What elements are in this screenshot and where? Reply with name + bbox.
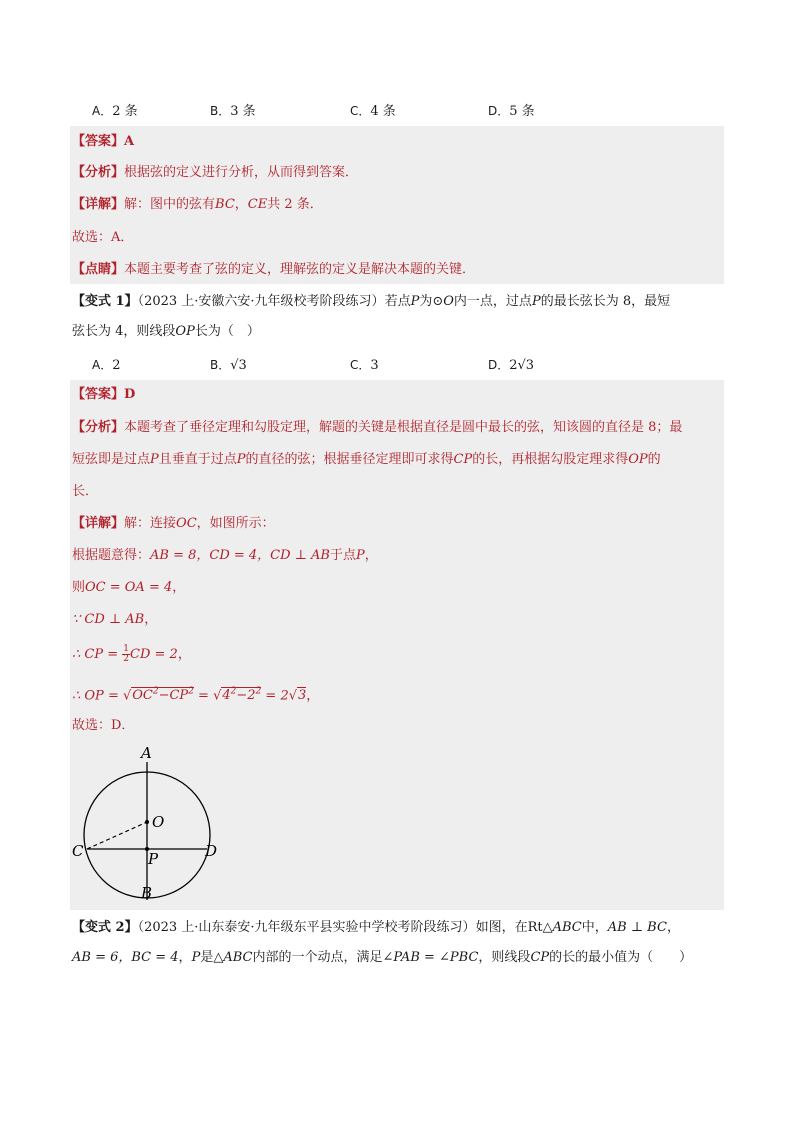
analysis-text: 的 [647, 452, 661, 467]
option-label: D． [488, 358, 510, 372]
label-p: P [148, 850, 159, 868]
math-p: P [410, 294, 420, 309]
question-text: ， [178, 950, 192, 965]
option-label: C． [350, 104, 371, 118]
analysis-text: 且垂直于过点 [158, 452, 237, 467]
math-p: P [356, 548, 365, 563]
option-c [350, 101, 396, 122]
math-triangle: △ABC [542, 920, 582, 935]
option-a [92, 101, 138, 122]
math-op: OP [628, 452, 648, 467]
number: 4 [222, 688, 231, 704]
detail-tag: 【详解】 [72, 197, 125, 212]
option-value: 3 条 [230, 104, 256, 119]
analysis-line-q0 [72, 163, 358, 183]
option-value: 4 条 [370, 104, 396, 119]
question-text: 弦长为 4，则线段 [72, 324, 176, 339]
question-text: 内一点，过点 [453, 294, 532, 309]
math-o: O [443, 294, 454, 309]
step-math: CD = 2 [130, 647, 178, 662]
answer-value: A [124, 134, 135, 149]
math-oc: OC [176, 516, 197, 531]
answer-tag: 【答案】 [72, 134, 125, 149]
option-value: 2 条 [112, 104, 138, 119]
variant2-question-line1 [72, 918, 680, 938]
step-2 [72, 578, 185, 598]
label-d: D [205, 842, 218, 860]
detail-text: 共 2 条． [267, 197, 323, 212]
analysis-line2-v1 [72, 450, 661, 470]
math-triangle: △ABC [213, 950, 253, 965]
step-text: 于点 [330, 548, 357, 563]
point-o [145, 820, 149, 824]
question-text: 内部的一个动点，满足 [252, 950, 383, 965]
detail-line-q0 [72, 195, 323, 215]
step-math: = √ [193, 688, 222, 704]
math-cp: CP [453, 452, 473, 467]
choose-line-v1: 故选：D． [72, 718, 135, 733]
variant2-tag: 【变式 2】 [72, 920, 138, 935]
circle-symbol: ⊙ [432, 294, 444, 309]
fraction-half [122, 645, 130, 664]
option-value: √3 [230, 358, 247, 373]
detail-text: 解：连接 [124, 516, 177, 531]
option-label: A． [92, 358, 113, 372]
analysis-text: 短弦即是过点 [72, 452, 151, 467]
option-value: 5 条 [509, 104, 535, 119]
variant1-source: （2023 上·安徽六安·九年级校考阶段练习） [137, 294, 385, 309]
step-text: ， [364, 548, 378, 563]
sqrt-numeric: $4^2-2^2$ [222, 687, 262, 704]
math-cp: −CP [158, 688, 189, 704]
step-math: ∴ CP = [72, 647, 123, 662]
sqrt-oc-cp: $OC^2-CP^2$ [132, 687, 194, 704]
variant1-question-line1 [72, 292, 670, 312]
fraction-numerator: 1 [123, 644, 129, 654]
circle-figure [70, 740, 240, 910]
v1-option-b [210, 355, 247, 376]
math-perp: AB ⊥ BC [607, 920, 667, 935]
step-3 [72, 610, 157, 630]
label-c: C [72, 842, 84, 860]
detail-text: 解：图中的弦有 [124, 197, 216, 212]
detail-line-v1 [72, 514, 275, 534]
option-label: B． [210, 104, 231, 118]
step-math: ∵ CD ⊥ AB [72, 612, 145, 627]
answer-line-v1 [72, 385, 135, 405]
choose-line-q0: 故选：A． [72, 230, 134, 245]
question-text: 如图，在 [475, 920, 528, 935]
answer-line-q0 [72, 132, 134, 152]
step-math: OC = OA = 4 [85, 580, 173, 595]
option-value: 2√3 [509, 358, 535, 373]
fraction-denominator: 2 [123, 654, 129, 664]
math-p: P [531, 294, 541, 309]
option-value: 2 [112, 358, 121, 373]
analysis-line1-v1 [72, 418, 682, 438]
answer-value: D [124, 387, 136, 402]
option-d [488, 101, 535, 122]
math-given: AB = 6，BC = 4 [72, 950, 179, 965]
analysis-text: 根据弦的定义进行分析，从而得到答案． [124, 165, 359, 180]
comment-text: 本题主要考查了弦的定义，理解弦的定义是解决本题的关键． [124, 262, 476, 277]
comment-tag: 【点睛】 [72, 262, 125, 277]
question-text: 的最长弦长为 8，最短 [540, 294, 671, 309]
math-bc: BC [215, 197, 235, 212]
math-rt: Rt [527, 920, 543, 935]
step-1 [72, 546, 378, 566]
detail-text: ，如图所示： [196, 516, 275, 531]
analysis-tag: 【分析】 [72, 165, 125, 180]
analysis-text: 的直径的弦；根据垂径定理即可求得 [245, 452, 454, 467]
question-text: 长为（ ） [194, 324, 260, 339]
option-value: 3 [370, 358, 379, 373]
step-5 [72, 682, 319, 706]
question-text: 若点 [384, 294, 411, 309]
math-p: P [150, 452, 159, 467]
label-b: B [141, 884, 153, 902]
math-p: P [236, 452, 246, 467]
analysis-tag: 【分析】 [72, 420, 125, 435]
option-label: C． [350, 358, 371, 372]
question-text: 是 [200, 950, 214, 965]
step-math: ∴ OP = √ [72, 688, 132, 704]
variant1-question-line2 [72, 322, 260, 342]
step-math: = 2√ [261, 688, 298, 704]
segment-oc [87, 822, 147, 849]
question-text: 为 [419, 294, 433, 309]
analysis-text: 的长，再根据勾股定理求得 [472, 452, 629, 467]
variant1-tag: 【变式 1】 [72, 294, 138, 309]
question-text: ，则线段 [478, 950, 531, 965]
question-text: 的长的最小值为（ ） [549, 950, 693, 965]
sqrt-three: 3 [298, 688, 307, 704]
detail-tag: 【详解】 [72, 516, 125, 531]
math-oc: OC [132, 688, 153, 704]
answer-tag: 【答案】 [72, 387, 125, 402]
math-cp: CP [530, 950, 550, 965]
step-text: ， [177, 647, 191, 662]
analysis-text: 本题考查了垂径定理和勾股定理，解题的关键是根据直径是圆中最长的弦，知该圆的直径是 8；最 [124, 420, 683, 435]
math-angle: ∠PAB = ∠PBC [382, 950, 479, 965]
variant2-question-line2 [72, 948, 692, 968]
variant2-source: （2023 上·山东泰安·九年级东平县实验中学校考阶段练习） [137, 920, 476, 935]
question-text: ， [666, 920, 680, 935]
step-text: ， [172, 580, 186, 595]
option-label: D． [488, 104, 510, 118]
option-label: B． [210, 358, 231, 372]
option-b [210, 101, 256, 122]
comment-line-q0 [72, 260, 475, 280]
math-ce: CE [247, 197, 268, 212]
number: −2 [236, 688, 256, 704]
label-o: O [152, 813, 165, 831]
v1-option-a [92, 355, 121, 376]
step-math: AB = 8，CD = 4，CD ⊥ AB [150, 548, 330, 563]
step-4 [72, 645, 191, 665]
step-text: 根据题意得： [72, 548, 151, 563]
separator: ， [234, 197, 248, 212]
step-text: ， [306, 688, 320, 704]
analysis-line3-v1: 长． [72, 484, 99, 499]
option-label: A． [92, 104, 113, 118]
math-op: OP [175, 324, 195, 339]
step-text: ， [144, 612, 158, 627]
v1-option-d [488, 355, 534, 376]
question-text: 中， [581, 920, 608, 935]
v1-option-c [350, 355, 379, 376]
math-p: P [191, 950, 201, 965]
step-text: 则 [72, 580, 86, 595]
label-a: A [141, 744, 152, 762]
